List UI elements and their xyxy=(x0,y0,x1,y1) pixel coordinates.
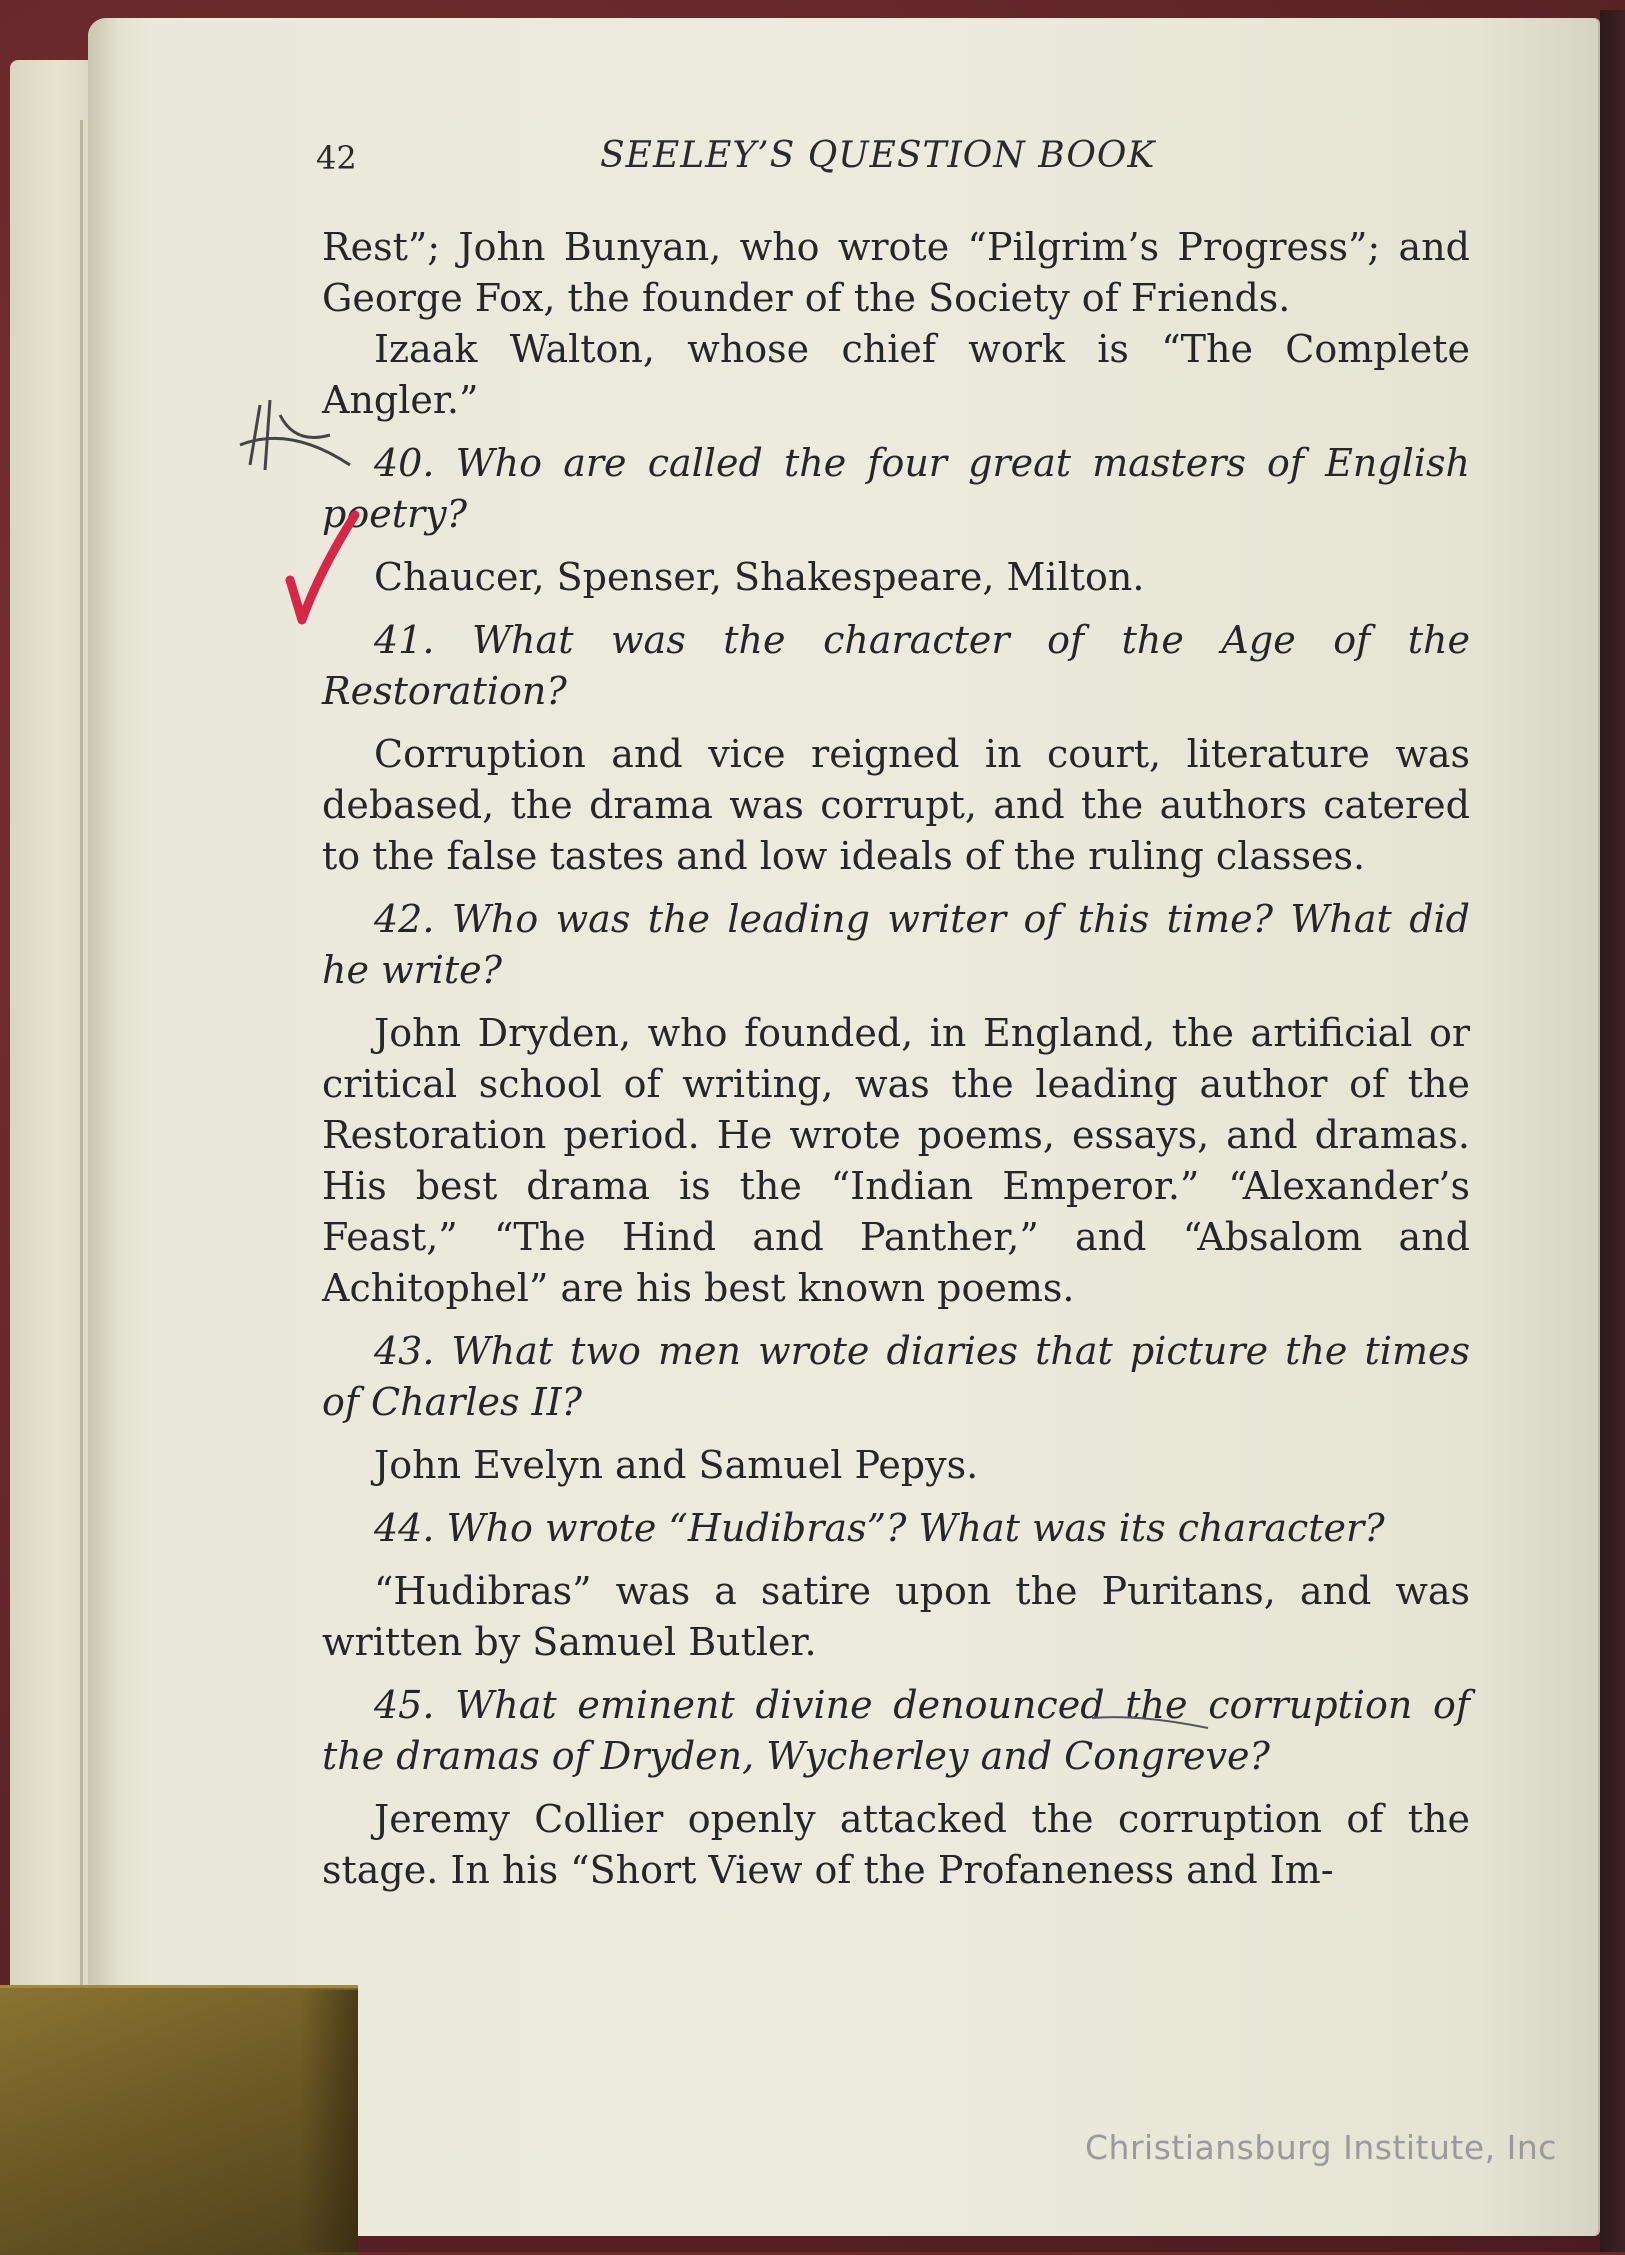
page-header xyxy=(310,135,1470,185)
answer-40: Chaucer, Spenser, Shakespeare, Milton. xyxy=(374,555,1145,599)
page-body xyxy=(322,222,1470,1896)
answer-42: John Dryden, who founded, in England, the artificial or critical school of writing, was the leading author of the Restoration period. He wrote poems, essays, and dramas. His best drama is the “Indian Emperor.” “Alexander’s Feast,” “The Hind and Panther,” and “Absalom and Achitophel” are his best known poems. xyxy=(322,1011,1470,1310)
answer-44: “Hudibras” was a satire upon the Puritans, and was written by Samuel Butler. xyxy=(322,1569,1470,1664)
question-45: 45. What eminent divine denounced the corruption of the dramas of Dryden, Wycherley and Congreve? xyxy=(322,1683,1470,1778)
pencil-underline-mark xyxy=(1090,1712,1210,1732)
answer-41: Corruption and vice reigned in court, literature was debased, the drama was corrupt, and the authors catered to the false tastes and low ideals of the ruling classes. xyxy=(322,732,1470,878)
question-40: 40. Who are called the four great masters of English poetry? xyxy=(322,441,1470,536)
right-cover-edge xyxy=(1600,10,1625,2252)
question-41: 41. What was the character of the Age of the Restoration? xyxy=(322,618,1470,713)
page-number: 42 xyxy=(316,139,357,177)
watermark: Christiansburg Institute, Inc xyxy=(1085,2128,1557,2167)
question-44: 44. Who wrote “Hudibras”? What was its character? xyxy=(374,1506,1385,1550)
paragraph-continuation: Rest”; John Bunyan, who wrote “Pilgrim’s Progress”; and George Fox, the founder of the Society of Friends. xyxy=(322,225,1470,320)
pencil-scrawl-mark xyxy=(220,385,360,495)
red-check-mark-icon xyxy=(280,510,360,630)
answer-43: John Evelyn and Samuel Pepys. xyxy=(374,1443,979,1487)
page-gutter-shadow xyxy=(88,18,118,2236)
paragraph-walton: Izaak Walton, whose chief work is “The Complete Angler.” xyxy=(322,327,1470,422)
brass-clip-shadow xyxy=(300,1990,358,2252)
question-42: 42. Who was the leading writer of this time? What did he write? xyxy=(322,897,1470,992)
page-stack-line xyxy=(80,120,83,2020)
question-43: 43. What two men wrote diaries that picture the times of Charles II? xyxy=(322,1329,1470,1424)
answer-45: Jeremy Collier openly attacked the corruption of the stage. In his “Short View of the Profaneness and Im- xyxy=(322,1797,1470,1892)
running-title: SEELEY’S QUESTION BOOK xyxy=(600,135,1156,176)
